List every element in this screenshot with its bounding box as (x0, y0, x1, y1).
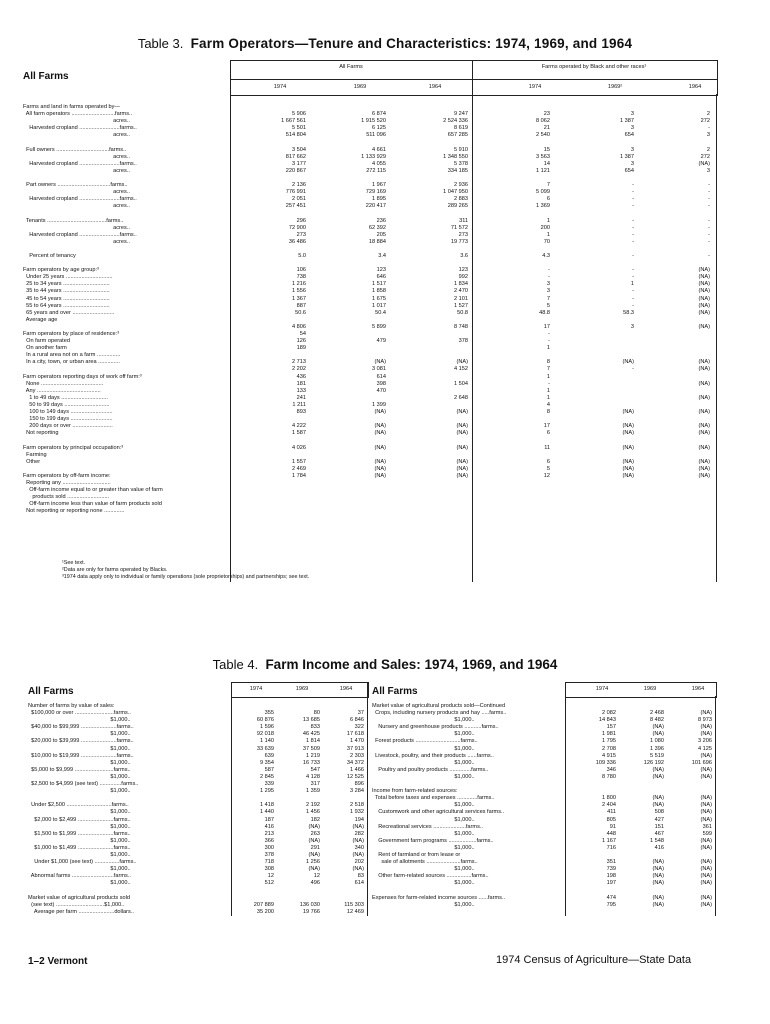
table4-number: Table 4. (212, 657, 259, 672)
table3-title-line (0, 36, 770, 51)
table3-black-year-1964: 1964 (688, 84, 702, 90)
table3-black-col-1974: 23 8 062 21 2 540 15 3 563 14 1 121 7 5 099 6 1 369 1 200 1 70 4.3 - - 3 3 7 5 48.8 17 - - 1 8 7 1 - 1 1 4 8 17 6 11 6 5 12 (536, 111, 550, 479)
table3-col-1964: 9 247 2 524 336 8 619 657 285 5 910 1 348 550 5 378 334 185 2 936 1 047 950 2 883 289 265 311 71 572 273 19 773 3.6 123 992 1 834 2 470 2 101 1 527 50.8 8 748 378 (NA) 4 152 1 504 2 648 (NA) (NA) (NA) (NA) (NA) (NA) (NA) (443, 111, 468, 479)
table4-right-col-1974: 2 082 14 843 157 1 981 1 795 2 708 4 915 109 336 346 8 780 1 800 2 404 411 805 91 448 1 167 716 351 739 198 197 474 795 (595, 710, 616, 908)
table4-right-col-1964: (NA) 8 973 (NA) (NA) 3 206 4 125 (NA) 101 696 (NA) (NA) (NA) (NA) (NA) (NA) 361 599 (NA) (NA) (NA) (NA) (NA) (NA) (NA) (NA) (691, 710, 712, 908)
table3-number: Table 3. (137, 36, 184, 51)
table3-row-labels: Farms and land in farms operated by— All farm operators ............................farms.. acres.. Harvested cropland ..........................farms.. acres.. Full owners ..................................farms.. acres.. Harvested cropland ..........................farms.. acres.. Part owners ..................................farms.. acres.. Harvested cropland ..........................farms.. acres.. Tenants ......................................farms.. acres.. Harvested cropland ..........................farms.. acres.. Percent of tenancy Farm operators by age group:³ Under 25 years .............................. 25 to 34 years .............................. 35 to 44 years .............................. 45 to 54 years .............................. 55 to 64 years .............................. 65 years and over ........................... Average age Farm operators by place of residence:³ On farm operated On another farm In a rural area not on a farm ............... In a city, town, or urban area .............. Farm operators reporting days of work off farm:³ None ........................................ Any ......................................... 1 to 49 days .............................. 50 to 99 days ............................. 100 to 149 days ........................... 150 to 199 days ........................... 200 days or over .......................... Not reporting Farm operators by principal occupation:³ Farming Other Farm operators by off-farm income: Reporting any ............................... Off-farm income equal to or greater than value of farm products sold ........................... Off-farm income less than value of farm products sold Not reporting or reporting none ............. (23, 104, 163, 515)
table3-black-col-1969: 3 1 387 3 654 3 1 387 3 654 - - - - - - - - - - - 1 - - - 58.3 3 (NA) - (NA) (NA) (NA) (NA) (NA) (NA) (NA) (620, 111, 634, 479)
table3-year-1964: 1964 (428, 84, 442, 90)
table4-right-labels: Market value of agricultural products sold—Continued Crops, including nursery products and hay .....farms.. $1,000.. Nursery and greenhouse products ...........farms.. $1,000.. Forest products .............................farms.. $1,000.. Livestock, poultry, and their products ......farms.. $1,000.. Poultry and poultry products ..............farms.. $1,000.. Income from farm-related sources: Total before taxes and expenses .............farms.. $1,000.. Customwork and other agricultural services farms.. $1,000.. Recreational services .....................farms.. $1,000.. Government farm programs ..................farms.. $1,000.. Rent of farmland or from lease or sale of allotments ......................farms.. $1,000.. Other farm-related sources ................farms.. $1,000.. Expenses for farm-related income sources ......farms.. $1,000.. (372, 703, 507, 908)
table4-right-year-1964: 1964 (691, 686, 705, 692)
table4-section-left: All Farms (28, 686, 74, 697)
table4-title: Farm Income and Sales: 1974, 1969, and 1964 (265, 657, 558, 672)
table3-group-black-header: Farms operated by Black and other races¹ (541, 64, 647, 70)
table3-black-col-1964: 2 272 - 3 2 272 (NA) 3 - - - - - - - - - (NA) (NA) (NA) (NA) (NA) (NA) (NA) (NA) (NA) (NA) (NA) (NA) (NA) (NA) (NA) (NA) (NA) (NA) (NA) (698, 111, 710, 479)
table4-left-year-1964: 1964 (339, 686, 353, 692)
table3-black-year-1969: 1969² (607, 84, 623, 90)
table3-black-year-1974: 1974 (528, 84, 542, 90)
table3-col-1974: 5 906 1 667 561 5 501 514 804 3 504 817 662 3 177 220 867 2 136 776 991 2 051 257 451 296 72 900 273 36 486 5.0 106 738 1 216 1 556 1 367 887 50.6 4 806 54 126 189 2 713 2 202 436 181 133 241 1 211 893 4 222 1 587 4 026 1 557 2 469 1 784 (281, 111, 306, 479)
table4-right-col-1969: 2 468 8 482 (NA) (NA) 1 080 1 396 5 519 126 192 (NA) (NA) (NA) (NA) 508 427 151 467 1 548 416 (NA) (NA) (NA) (NA) (NA) (NA) (643, 710, 664, 908)
table4-left-col-1964: 37 6 846 322 17 618 1 470 37 913 2 303 34 372 1 466 12 525 896 3 284 2 518 1 932 194 (NA) 282 (NA) 340 (NA) 202 (NA) 83 614 115 303 12 469 (344, 710, 364, 915)
table4-left-col-1974: 355 60 876 1 596 92 018 1 140 33 639 639 9 354 587 2 845 339 1 295 1 418 1 440 187 416 213 366 300 378 718 308 12 512 207 889 35 200 (253, 710, 274, 915)
table3-year-1969: 1969 (353, 84, 367, 90)
table4-section-right: All Farms (372, 686, 418, 697)
table3-title: Farm Operators—Tenure and Characteristics: 1974, 1969, and 1964 (190, 36, 633, 51)
table4-left-year-1974: 1974 (249, 686, 263, 692)
table3-footnotes: ¹See text. ²Data are only for farms operated by Blacks. ³1974 data apply only to individual or family operations (sole proprietorships) and partnerships; see text. (62, 560, 310, 580)
table3-group-all-header: All Farms (339, 64, 363, 70)
table3-col-1969: 6 874 1 915 520 6 125 511 096 4 661 1 133 929 4 055 272 115 1 967 729 169 1 895 220 417 236 62 392 205 18 884 3.4 123 646 1 517 1 858 1 675 1 017 50.4 5 899 479 (NA) 3 081 614 398 470 1 399 (NA) (NA) (NA) (NA) (NA) (NA) (NA) (361, 111, 386, 479)
table4-left-col-1969: 80 13 685 833 46 425 1 814 37 509 1 219 16 733 547 4 128 317 1 359 2 192 1 456 182 (NA) 263 (NA) 291 (NA) 1 256 (NA) 12 496 136 030 19 766 (299, 710, 320, 915)
page-footer-left: 1–2 Vermont (28, 956, 88, 967)
page-footer-right: 1974 Census of Agriculture—State Data (496, 954, 692, 966)
table3-section-label: All Farms (23, 71, 69, 82)
table4-title-line (0, 657, 770, 672)
table4-left-year-1969: 1969 (295, 686, 309, 692)
table4-right-year-1974: 1974 (595, 686, 609, 692)
table4-right-year-1969: 1969 (643, 686, 657, 692)
table3-year-1974: 1974 (273, 84, 287, 90)
table4-left-labels: Number of farms by value of sales: $100,000 or over .........................farms.. $1,000.. $40,000 to $99,999 .......................farms.. $1,000.. $20,000 to $39,999 .......................farms.. $1,000.. $10,000 to $19,999 .......................farms.. $1,000.. $5,000 to $9,999 .........................farms.. $1,000.. $2,500 to $4,999 (see text) ..............farms.. $1,000.. Under $2,500 .............................farms.. $1,000.. $2,000 to $2,499 .......................farms.. $1,000.. $1,500 to $1,999 .......................farms.. $1,000.. $1,000 to $1,499 .......................farms.. $1,000.. Under $1,000 (see text) ................farms.. $1,000.. Abnormal farms ...........................farms.. $1,000.. Market value of agricultural products sold (see text) ...............................$1,000.. Average per farm .......................dollars.. (28, 703, 139, 915)
